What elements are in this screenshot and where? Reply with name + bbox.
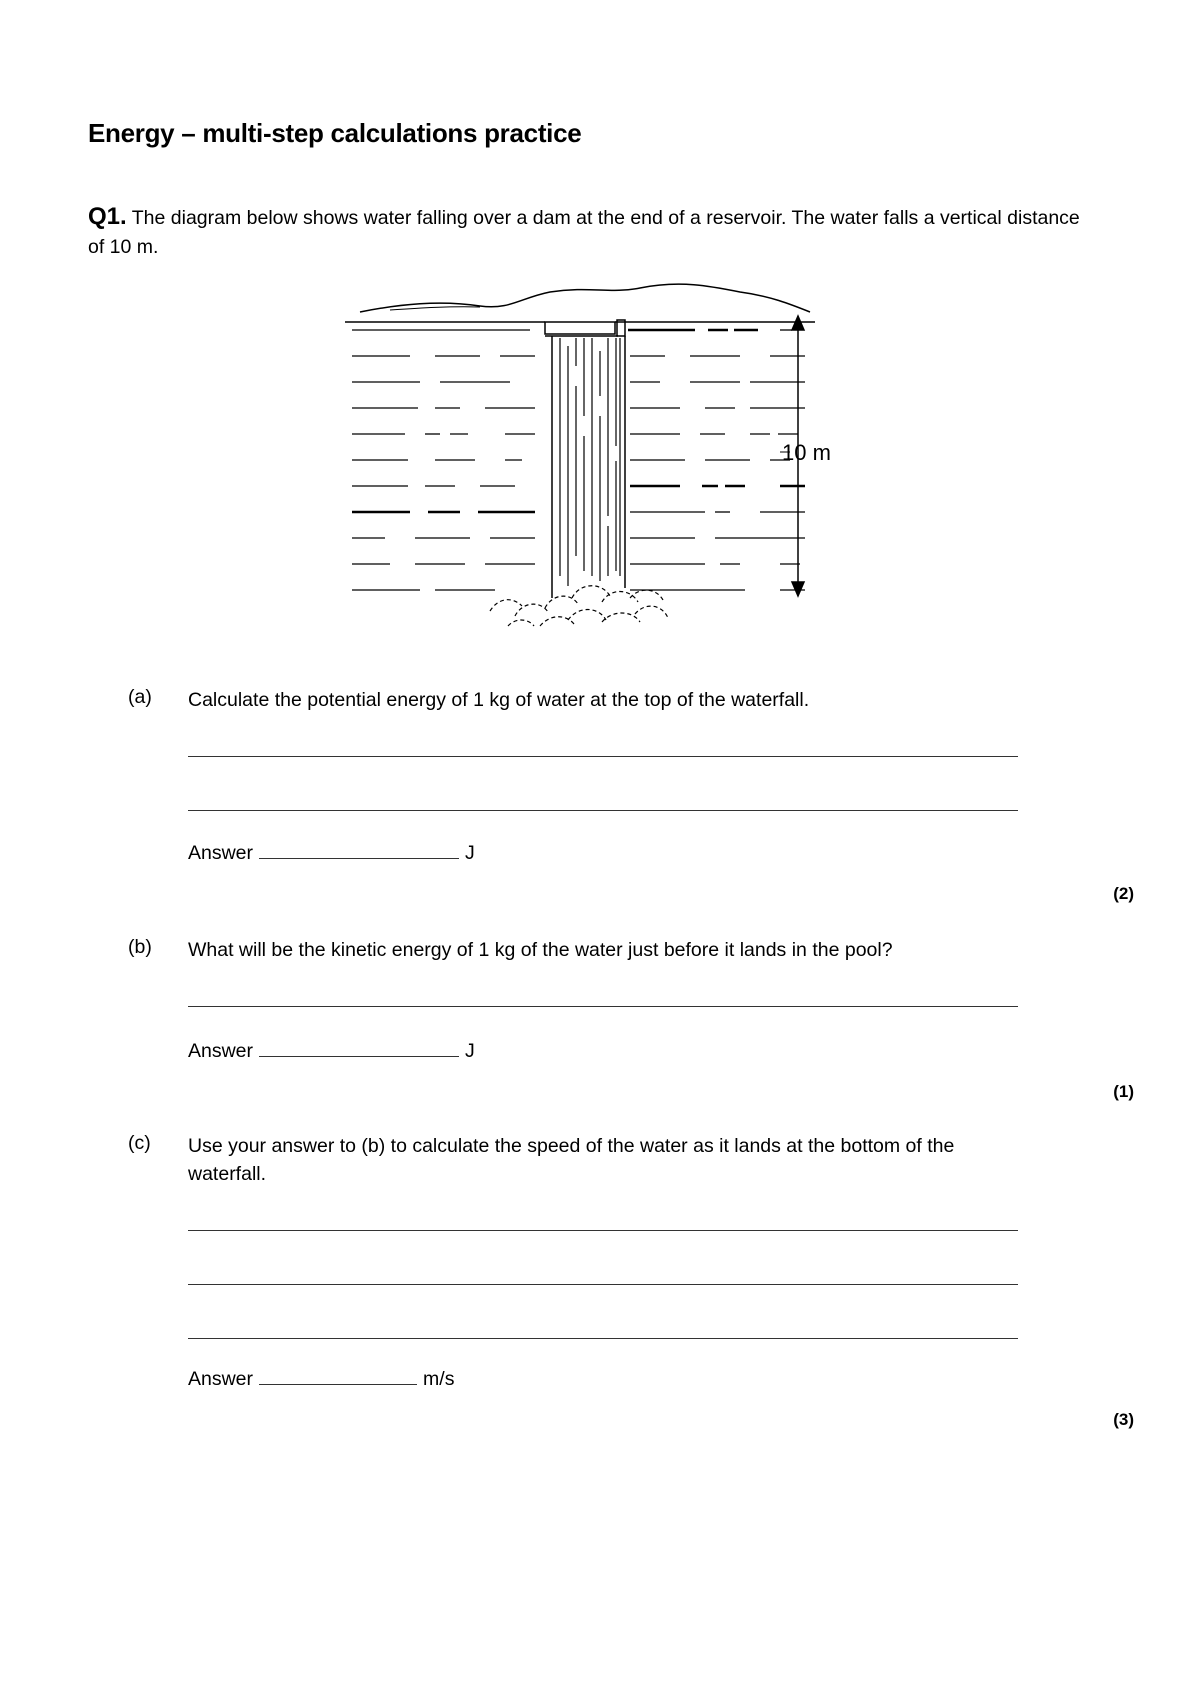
answer-blank[interactable]	[259, 1052, 459, 1057]
part-b-text: What will be the kinetic energy of 1 kg of the water just before it lands in the pool?	[188, 939, 893, 961]
part-c-answer	[188, 1368, 454, 1391]
waterfall-streaks	[560, 338, 620, 586]
marks-badge: (3)	[1113, 1410, 1134, 1429]
left-water-lines	[352, 330, 535, 590]
part-b-answer	[188, 1040, 475, 1063]
question-intro	[88, 202, 1088, 262]
answer-label: Answer	[188, 1368, 254, 1390]
part-a-answer	[188, 842, 475, 865]
splash	[490, 586, 668, 626]
question-text: The diagram below shows water falling over a dam at the end of a reservoir. The water falls a vertical distance of 10 m.	[88, 207, 1080, 258]
part-a-text: Calculate the potential energy of 1 kg of water at the top of the waterfall.	[188, 689, 810, 711]
answer-unit: m/s	[423, 1368, 455, 1390]
marks-badge: (1)	[1113, 1082, 1134, 1101]
part-b-label: (b)	[128, 936, 152, 958]
answer-blank[interactable]	[259, 854, 459, 859]
answer-unit: J	[465, 842, 475, 864]
question-number: Q1.	[88, 203, 127, 230]
answer-blank[interactable]	[259, 1380, 417, 1385]
answer-line[interactable]	[188, 810, 1018, 811]
answer-label: Answer	[188, 842, 254, 864]
marks-badge: (2)	[1113, 884, 1134, 903]
part-c-label: (c)	[128, 1132, 151, 1154]
right-water-lines	[628, 330, 805, 590]
answer-label: Answer	[188, 1040, 254, 1062]
answer-line[interactable]	[188, 1284, 1018, 1285]
answer-line[interactable]	[188, 1230, 1018, 1231]
answer-line[interactable]	[188, 756, 1018, 757]
answer-line[interactable]	[188, 1338, 1018, 1339]
page-title: Energy – multi-step calculations practice	[88, 118, 582, 148]
part-c-text: Use your answer to (b) to calculate the speed of the water as it lands at the bottom of the waterfall.	[188, 1135, 955, 1185]
height-label: 10 m	[782, 440, 831, 465]
waterfall-diagram	[340, 276, 860, 656]
answer-line[interactable]	[188, 1006, 1018, 1007]
dam-crest	[545, 322, 615, 334]
part-a-label: (a)	[128, 686, 152, 708]
answer-unit: J	[465, 1040, 475, 1062]
